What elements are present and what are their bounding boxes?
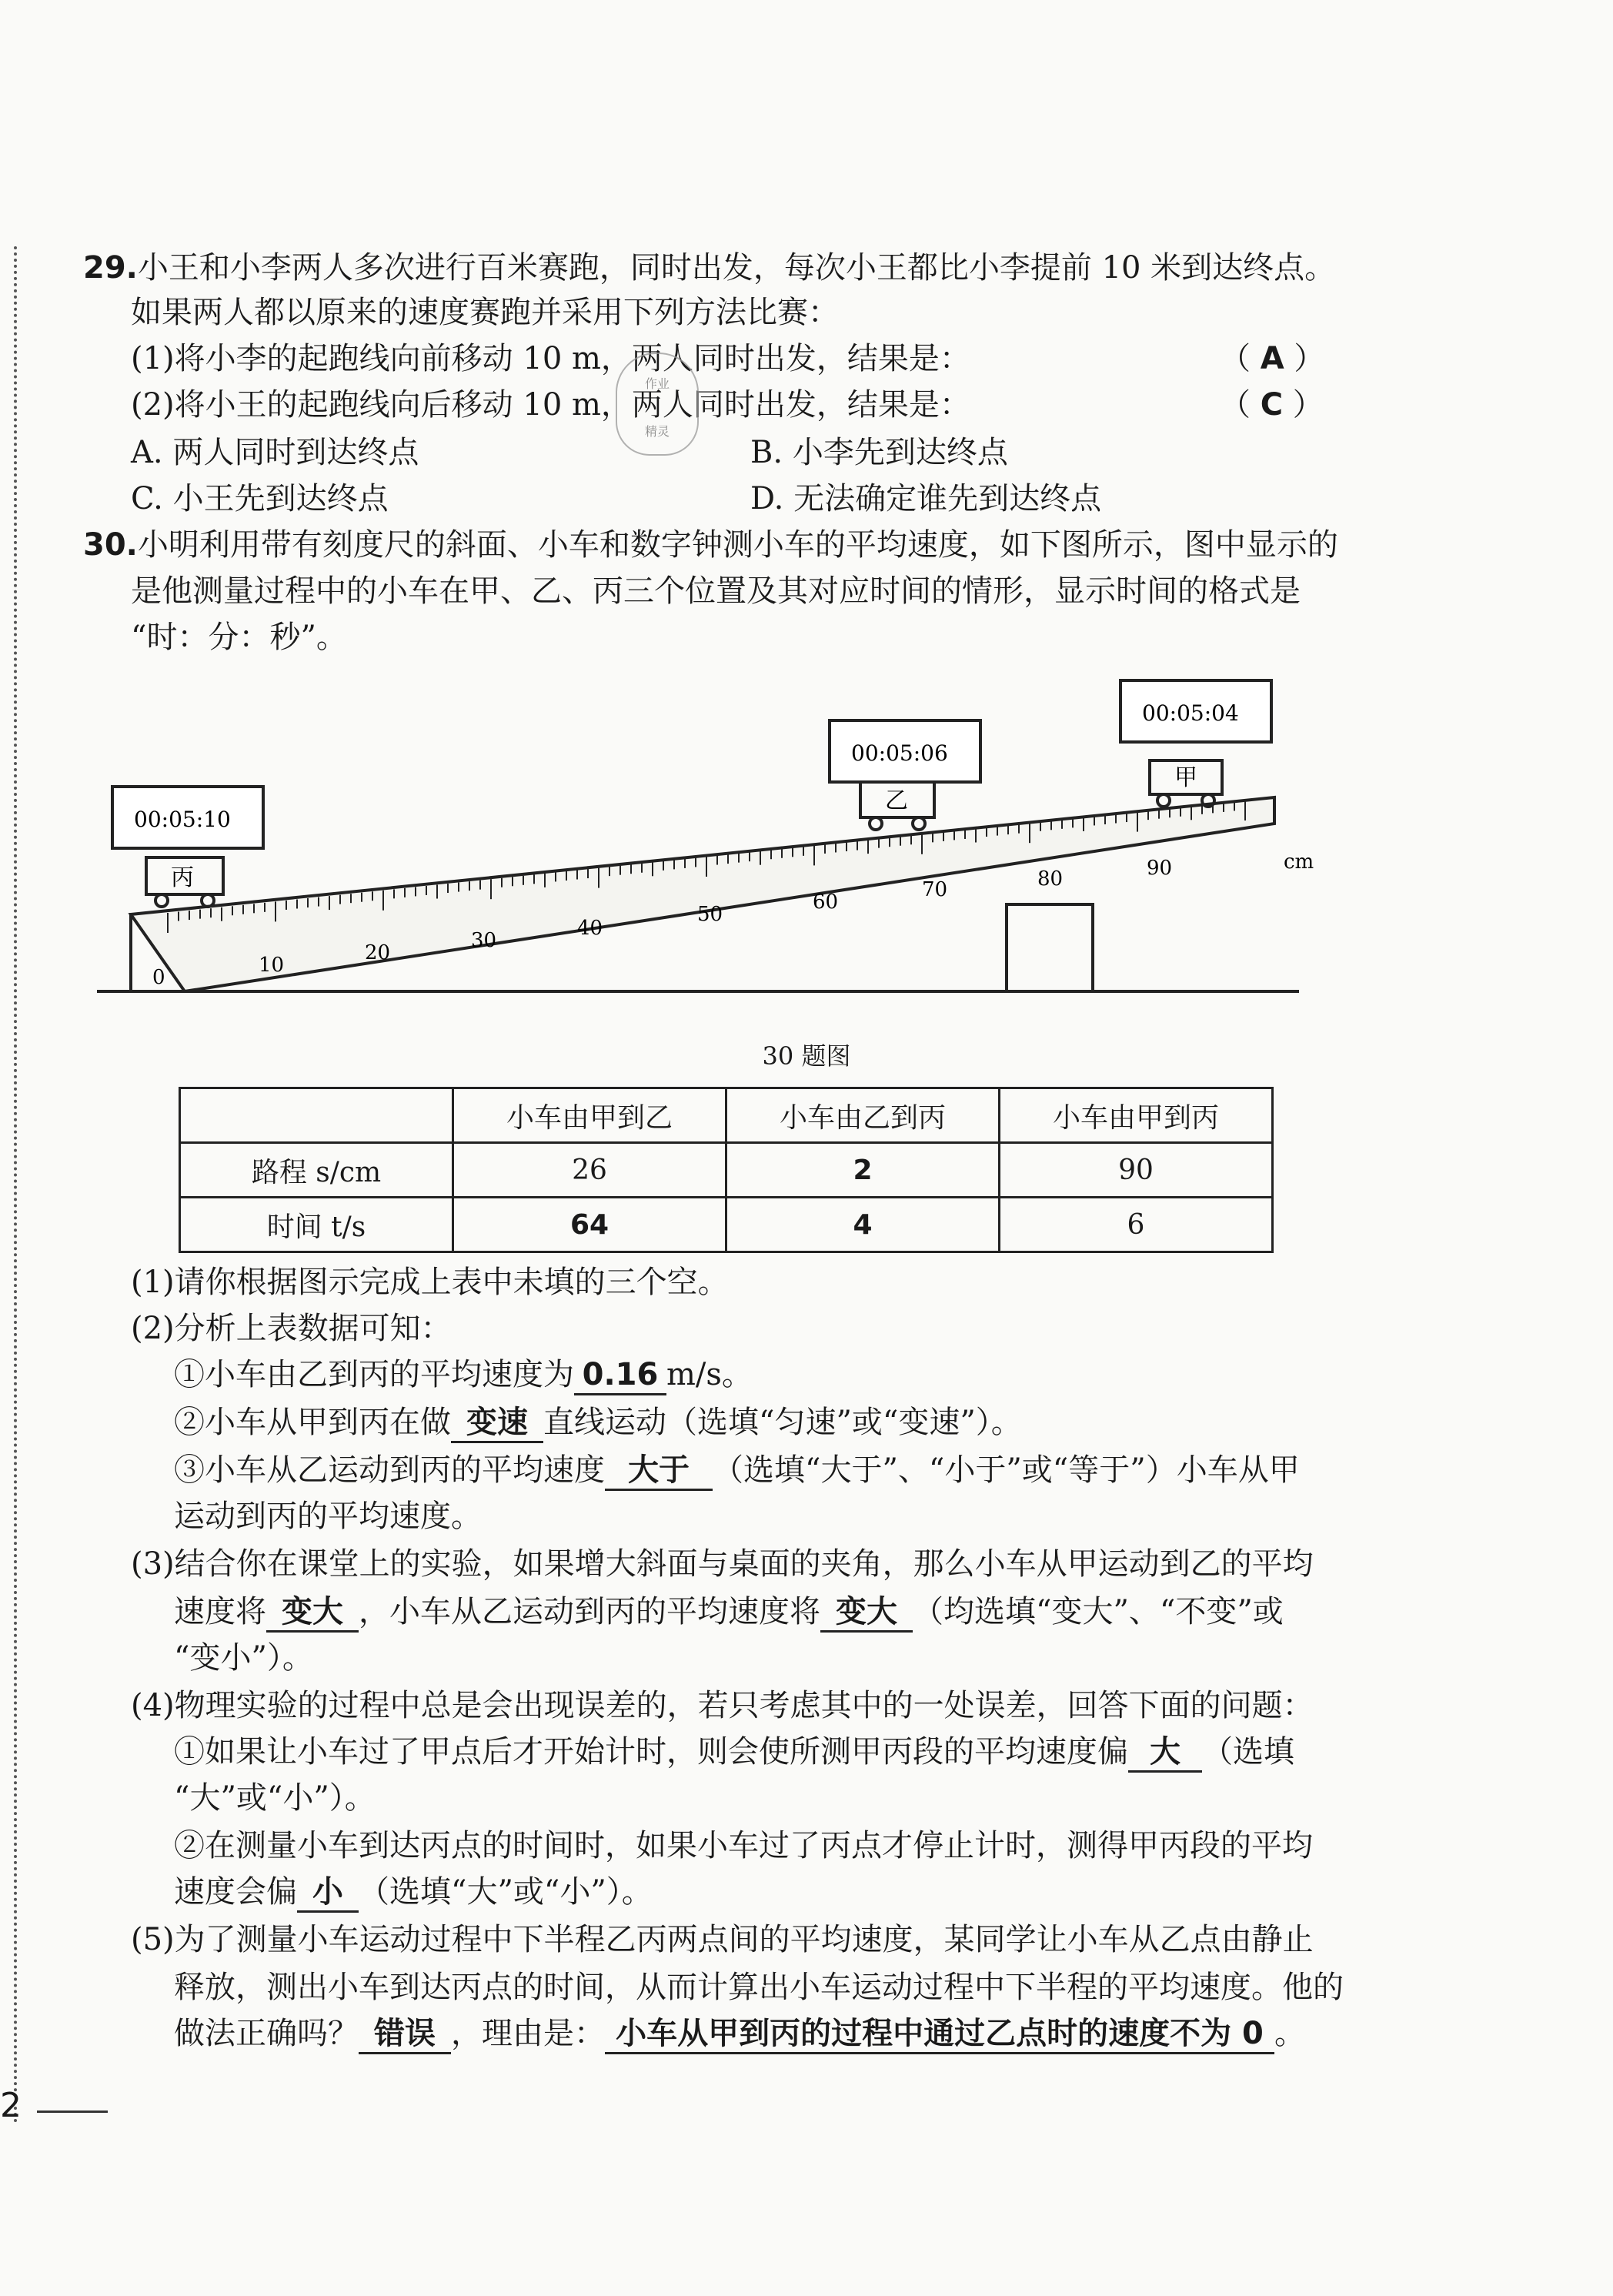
q30-part1: (1)请你根据图示完成上表中未填的三个空。 <box>131 1265 729 1300</box>
q29-option-a: A. 两人同时到达终点 <box>131 435 419 470</box>
table-cell-answer: 4 <box>726 1198 1000 1252</box>
q30-stem-line3: “时：分：秒”。 <box>131 620 347 655</box>
table-cell-answer: 64 <box>453 1198 726 1252</box>
cart-jia-label: 甲 <box>1174 764 1197 791</box>
q29-stem-line1: 29.小王和小李两人多次进行百米赛跑，同时出发，每次小王都比小李提前 10 米到达终点。 <box>83 250 1336 286</box>
incline-figure <box>91 670 1322 1008</box>
answer-blank: 错误 <box>359 2015 451 2054</box>
q30-part4b-line2: 速度会偏 小 （选填“大”或“小”）。 <box>174 1872 653 1913</box>
clock-bing <box>112 787 263 848</box>
table-header-cell: 小车由甲到乙 <box>453 1088 726 1143</box>
table-cell-answer: 2 <box>726 1143 1000 1198</box>
clock-jia <box>1120 680 1271 742</box>
q29-option-d: D. 无法确定谁先到达终点 <box>750 481 1102 516</box>
tick-label-60: 60 <box>813 891 839 914</box>
watermark-stamp: 作业 精灵 <box>616 353 699 456</box>
q29-option-b: B. 小李先到达终点 <box>750 435 1008 470</box>
q29-sub2-answer: C <box>1260 387 1284 423</box>
tick-label-10: 10 <box>259 954 285 977</box>
answer-blank: 变大 <box>820 1593 913 1633</box>
q30-part5-line1: (5)为了测量小车运动过程中下半程乙丙两点间的平均速度，某同学让小车从乙点由静止 <box>131 1922 1314 1957</box>
q30-part2: (2)分析上表数据可知： <box>131 1311 452 1346</box>
q30-part4-line1: (4)物理实验的过程中总是会出现误差的，若只考虑其中的一处误差，回答下面的问题： <box>131 1688 1314 1723</box>
cart-yi <box>860 782 934 830</box>
clock-jia-time: 00:05:04 <box>1142 700 1239 726</box>
q30-part2a: ①小车由乙到丙的平均速度为 0.16 m/s。 <box>174 1355 753 1395</box>
cart-yi-label: 乙 <box>885 787 908 814</box>
tick-label-50: 50 <box>697 903 723 926</box>
q30-part4a: ①如果让小车过了甲点后才开始计时，则会使所测甲丙段的平均速度偏 大 （选填 <box>174 1732 1294 1773</box>
answer-blank: 变大 <box>266 1593 359 1633</box>
q30-part2c: ③小车从乙运动到丙的平均速度 大于 （选填“大于”、“小于”或“等于”）小车从甲 <box>174 1450 1300 1491</box>
q30-part3-line1: (3)结合你在课堂上的实验，如果增大斜面与桌面的夹角，那么小车从甲运动到乙的平均 <box>131 1546 1314 1582</box>
answer-blank: 大于 <box>605 1452 713 1491</box>
figure-caption: 30 题图 <box>762 1041 851 1071</box>
row-label: 时间 t/s <box>180 1198 453 1252</box>
cart-bing <box>146 857 223 907</box>
q30-part2c-line2: 运动到丙的平均速度。 <box>174 1499 482 1534</box>
q29-sub1-answer: A <box>1260 341 1284 376</box>
table-header-cell: 小车由甲到丙 <box>1000 1088 1273 1143</box>
tick-label-90: 90 <box>1147 857 1173 880</box>
q30-part5-line2: 释放，测出小车到达丙点的时间，从而计算出小车运动过程中下半程的平均速度。他的 <box>174 1970 1344 2005</box>
q29-stem-line2: 如果两人都以原来的速度赛跑并采用下列方法比赛： <box>131 295 839 330</box>
tick-label-0: 0 <box>152 966 165 989</box>
tick-label-70: 70 <box>922 878 948 901</box>
q29-sub2-answer-bracket: （ C ） <box>1220 387 1324 423</box>
clock-yi-time: 00:05:06 <box>851 740 948 766</box>
table-header-cell: 小车由乙到丙 <box>726 1088 1000 1143</box>
q29-sub2: (2)将小王的起跑线向后移动 10 m，两人同时出发，结果是： <box>131 387 970 423</box>
q29-sub1-answer-bracket: （ A ） <box>1220 341 1325 376</box>
clock-bing-time: 00:05:10 <box>134 807 231 832</box>
tick-label-20: 20 <box>365 941 391 964</box>
table-header-cell <box>180 1088 453 1143</box>
page-number: 2 <box>0 2086 22 2125</box>
q30-part3-line3: “变小”）。 <box>174 1640 313 1676</box>
q30-part3-line2: 速度将 变大 ，小车从乙运动到丙的平均速度将 变大 （均选填“变大”、“不变”或 <box>174 1592 1284 1633</box>
q30-part2b: ②小车从甲到丙在做 变速 直线运动（选填“匀速”或“变速”）。 <box>174 1402 1022 1443</box>
unit-label: cm <box>1284 851 1314 874</box>
row-label: 路程 s/cm <box>180 1143 453 1198</box>
q30-number: 30. <box>83 527 138 563</box>
answer-blank: 小 <box>297 1873 359 1913</box>
cart-jia <box>1150 760 1222 807</box>
table-cell: 90 <box>1000 1143 1273 1198</box>
q29-option-c: C. 小王先到达终点 <box>131 481 389 516</box>
q30-part4b-line1: ②在测量小车到达丙点的时间时，如果小车过了丙点才停止计时，测得甲丙段的平均 <box>174 1828 1313 1863</box>
clock-yi <box>830 720 980 782</box>
table-header-row <box>180 1088 1273 1143</box>
page-number-rule <box>37 2111 108 2113</box>
q30-part5-line3: 做法正确吗？ 错误 ，理由是： 小车从甲到丙的过程中通过乙点时的速度不为 0 。 <box>174 2014 1305 2054</box>
q30-stem-line2: 是他测量过程中的小车在甲、乙、丙三个位置及其对应时间的情形，显示时间的格式是 <box>131 573 1301 609</box>
answer-blank: 大 <box>1128 1733 1202 1773</box>
table-row-distance <box>180 1143 1273 1198</box>
answer-blank: 变速 <box>451 1404 543 1443</box>
cart-bing-label: 丙 <box>171 864 194 891</box>
tick-label-30: 30 <box>471 929 497 952</box>
data-table <box>179 1087 1274 1253</box>
q30-part4a-line2: “大”或“小”）。 <box>174 1780 376 1816</box>
table-cell: 6 <box>1000 1198 1273 1252</box>
q29-number: 29. <box>83 250 138 286</box>
table-row-time <box>180 1198 1273 1252</box>
tick-label-80: 80 <box>1037 867 1064 891</box>
binding-margin-dots <box>14 246 17 2124</box>
tick-label-40: 40 <box>577 917 603 940</box>
q30-stem-line1: 30.小明利用带有刻度尺的斜面、小车和数字钟测小车的平均速度，如下图所示，图中显示的 <box>83 527 1338 563</box>
table-cell: 26 <box>453 1143 726 1198</box>
incline-ruler <box>131 797 1274 991</box>
answer-blank: 小车从甲到丙的过程中通过乙点时的速度不为 0 <box>605 2015 1274 2054</box>
answer-blank: 0.16 <box>574 1356 666 1395</box>
support-block <box>1007 904 1093 991</box>
q29-sub1: (1)将小李的起跑线向前移动 10 m，两人同时出发，结果是： <box>131 341 970 376</box>
